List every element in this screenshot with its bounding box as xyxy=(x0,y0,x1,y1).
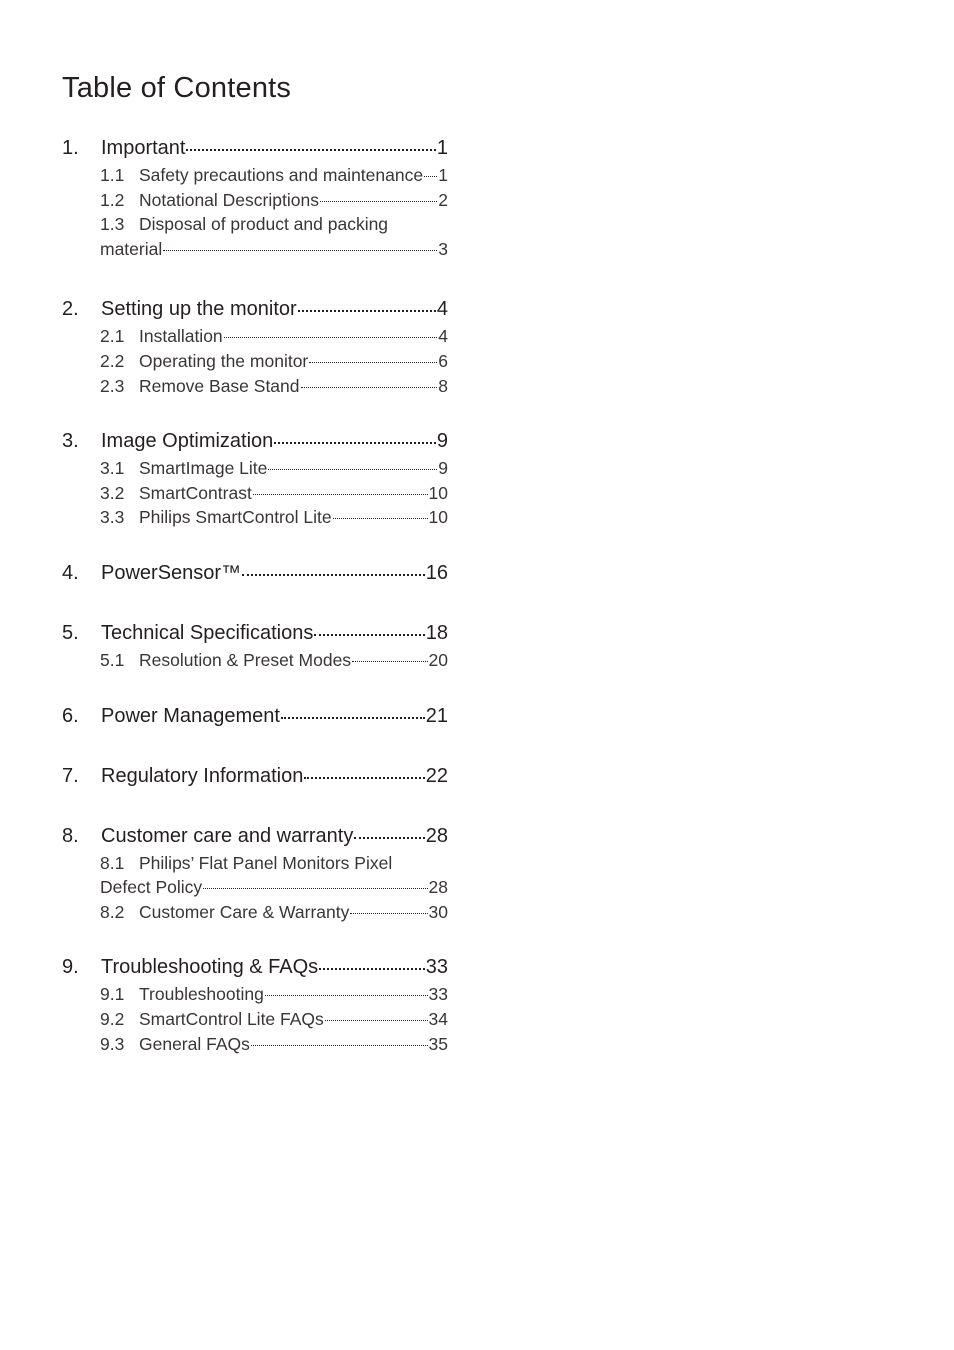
entry-number: 1. xyxy=(62,137,79,159)
entry-page-number: 9 xyxy=(436,430,448,453)
subentry-title: Notational Descriptions xyxy=(139,189,319,210)
dot-leader xyxy=(253,494,428,495)
entry-number: 9. xyxy=(62,956,79,979)
entry-page-number: 18 xyxy=(425,621,448,644)
dot-leader xyxy=(268,469,437,470)
toc-entry[interactable] xyxy=(62,952,448,982)
entry-page-number: 16 xyxy=(425,561,448,584)
subentry-number: 1.3 xyxy=(100,214,125,235)
subentry-number: 8.2 xyxy=(100,901,125,922)
toc-subentry[interactable] xyxy=(62,505,448,530)
entry-page-number: 4 xyxy=(436,298,448,321)
entry-number: 3. xyxy=(62,430,79,453)
entry-page-number: 33 xyxy=(425,956,448,979)
toc-section xyxy=(62,133,448,261)
toc-subentry-continued xyxy=(62,875,448,900)
toc-subentry[interactable] xyxy=(62,900,448,925)
subentry-title: SmartImage Lite xyxy=(139,458,268,479)
toc-subentry[interactable] xyxy=(62,374,448,399)
toc-subentry[interactable] xyxy=(62,851,448,876)
toc-subentry[interactable] xyxy=(62,982,448,1007)
subentry-page-number: 6 xyxy=(438,350,448,371)
subentry-page-number: 4 xyxy=(438,326,448,347)
page-title: Table of Contents xyxy=(62,72,292,104)
subentry-page-number: 33 xyxy=(428,984,448,1005)
subentry-title: Resolution & Preset Modes xyxy=(139,649,352,670)
subentry-page-number: 30 xyxy=(428,901,448,922)
dot-leader xyxy=(298,310,436,312)
subentry-page-number: 2 xyxy=(438,189,448,210)
entry-title: Regulatory Information xyxy=(101,764,304,787)
entry-page-number: 1 xyxy=(436,137,448,159)
subentry-title: Troubleshooting xyxy=(139,984,264,1005)
toc-entry[interactable] xyxy=(62,426,448,456)
subentry-page-number: 35 xyxy=(428,1033,448,1054)
subentry-number: 9.3 xyxy=(100,1033,125,1054)
toc-entry[interactable] xyxy=(62,133,448,163)
toc-subentry[interactable] xyxy=(62,188,448,213)
toc-section xyxy=(62,701,448,731)
subentry-title: Philips SmartControl Lite xyxy=(139,507,332,528)
subentry-page-number: 9 xyxy=(438,458,448,479)
subentry-page-number: 28 xyxy=(428,877,448,898)
toc-subentry[interactable] xyxy=(62,456,448,481)
toc-subentry[interactable] xyxy=(62,648,448,673)
subentry-number: 3.2 xyxy=(100,482,125,503)
subentry-page-number: 10 xyxy=(428,482,448,503)
dot-leader xyxy=(309,362,437,363)
entry-page-number: 22 xyxy=(425,764,448,787)
subentry-title: Installation xyxy=(139,326,223,347)
subentry-title: Remove Base Stand xyxy=(139,375,300,396)
toc-subentry[interactable] xyxy=(62,481,448,506)
toc-subentry[interactable] xyxy=(62,1007,448,1032)
subentry-number: 5.1 xyxy=(100,649,125,670)
toc-section xyxy=(62,952,448,1056)
dot-leader xyxy=(281,717,425,719)
dot-leader xyxy=(352,661,427,662)
subentry-page-number: 10 xyxy=(428,507,448,528)
subentry-number: 9.2 xyxy=(100,1008,125,1029)
dot-leader xyxy=(320,201,437,202)
subentry-title: Customer Care & Warranty xyxy=(139,901,350,922)
dot-leader xyxy=(350,913,427,914)
dot-leader xyxy=(314,634,424,636)
subentry-title: material xyxy=(100,238,163,259)
dot-leader xyxy=(301,387,438,388)
dot-leader xyxy=(203,888,427,889)
dot-leader xyxy=(186,149,435,151)
subentry-number: 2.2 xyxy=(100,350,125,371)
subentry-page-number: 20 xyxy=(428,649,448,670)
dot-leader xyxy=(274,442,436,444)
entry-title: Setting up the monitor xyxy=(101,298,297,321)
entry-title: Important xyxy=(101,137,186,159)
toc-entry[interactable] xyxy=(62,558,448,588)
subentry-title: SmartContrast xyxy=(139,482,252,503)
toc-entry[interactable] xyxy=(62,294,448,324)
entry-number: 6. xyxy=(62,704,79,727)
entry-number: 2. xyxy=(62,298,79,321)
entry-title: Troubleshooting & FAQs xyxy=(101,956,319,979)
dot-leader xyxy=(242,574,425,576)
toc-entry[interactable] xyxy=(62,821,448,851)
dot-leader xyxy=(424,176,437,177)
subentry-number: 3.3 xyxy=(100,507,125,528)
dot-leader xyxy=(224,337,438,338)
dot-leader xyxy=(163,250,437,251)
toc-section xyxy=(62,558,448,588)
subentry-number: 2.1 xyxy=(100,326,125,347)
subentry-title: Philips’ Flat Panel Monitors Pixel xyxy=(139,852,393,873)
dot-leader xyxy=(319,968,425,970)
toc-entry[interactable] xyxy=(62,701,448,731)
toc-entry[interactable] xyxy=(62,618,448,648)
toc-subentry[interactable] xyxy=(62,212,448,237)
subentry-number: 9.1 xyxy=(100,984,125,1005)
entry-title: Technical Specifications xyxy=(101,621,314,644)
subentry-page-number: 8 xyxy=(438,375,448,396)
subentry-title: Safety precautions and maintenance xyxy=(139,165,424,185)
toc-section xyxy=(62,761,448,791)
toc-subentry[interactable] xyxy=(62,1032,448,1057)
subentry-number: 8.1 xyxy=(100,852,125,873)
entry-title: PowerSensor™ xyxy=(101,561,242,584)
subentry-title: Disposal of product and packing xyxy=(139,214,389,235)
entry-title: Image Optimization xyxy=(101,430,274,453)
entry-number: 4. xyxy=(62,561,79,584)
dot-leader xyxy=(304,777,424,779)
entry-number: 8. xyxy=(62,824,79,847)
entry-page-number: 21 xyxy=(425,704,448,727)
dot-leader xyxy=(354,837,424,839)
subentry-title: Defect Policy xyxy=(100,877,203,898)
dot-leader xyxy=(251,1045,428,1046)
subentry-number: 1.2 xyxy=(100,189,125,210)
toc-entry[interactable] xyxy=(62,761,448,791)
entry-number: 7. xyxy=(62,764,79,787)
toc-subentry[interactable] xyxy=(62,163,448,188)
table-of-contents xyxy=(62,133,448,1056)
toc-section xyxy=(62,426,448,530)
toc-subentry[interactable] xyxy=(62,324,448,349)
subentry-number: 1.1 xyxy=(100,165,125,185)
subentry-number: 2.3 xyxy=(100,375,125,396)
subentry-title: SmartControl Lite FAQs xyxy=(139,1008,324,1029)
toc-section xyxy=(62,821,448,925)
entry-title: Customer care and warranty xyxy=(101,824,354,847)
dot-leader xyxy=(265,995,428,996)
dot-leader xyxy=(333,518,428,519)
toc-section xyxy=(62,294,448,398)
entry-number: 5. xyxy=(62,621,79,644)
subentry-page-number: 1 xyxy=(438,165,448,185)
dot-leader xyxy=(325,1020,428,1021)
subentry-number: 3.1 xyxy=(100,458,125,479)
toc-subentry-continued xyxy=(62,237,448,262)
toc-section xyxy=(62,618,448,673)
toc-subentry[interactable] xyxy=(62,349,448,374)
subentry-page-number: 3 xyxy=(438,238,448,259)
subentry-title: Operating the monitor xyxy=(139,350,309,371)
subentry-page-number: 34 xyxy=(428,1008,448,1029)
entry-page-number: 28 xyxy=(425,824,448,847)
subentry-title: General FAQs xyxy=(139,1033,250,1054)
entry-title: Power Management xyxy=(101,704,280,727)
